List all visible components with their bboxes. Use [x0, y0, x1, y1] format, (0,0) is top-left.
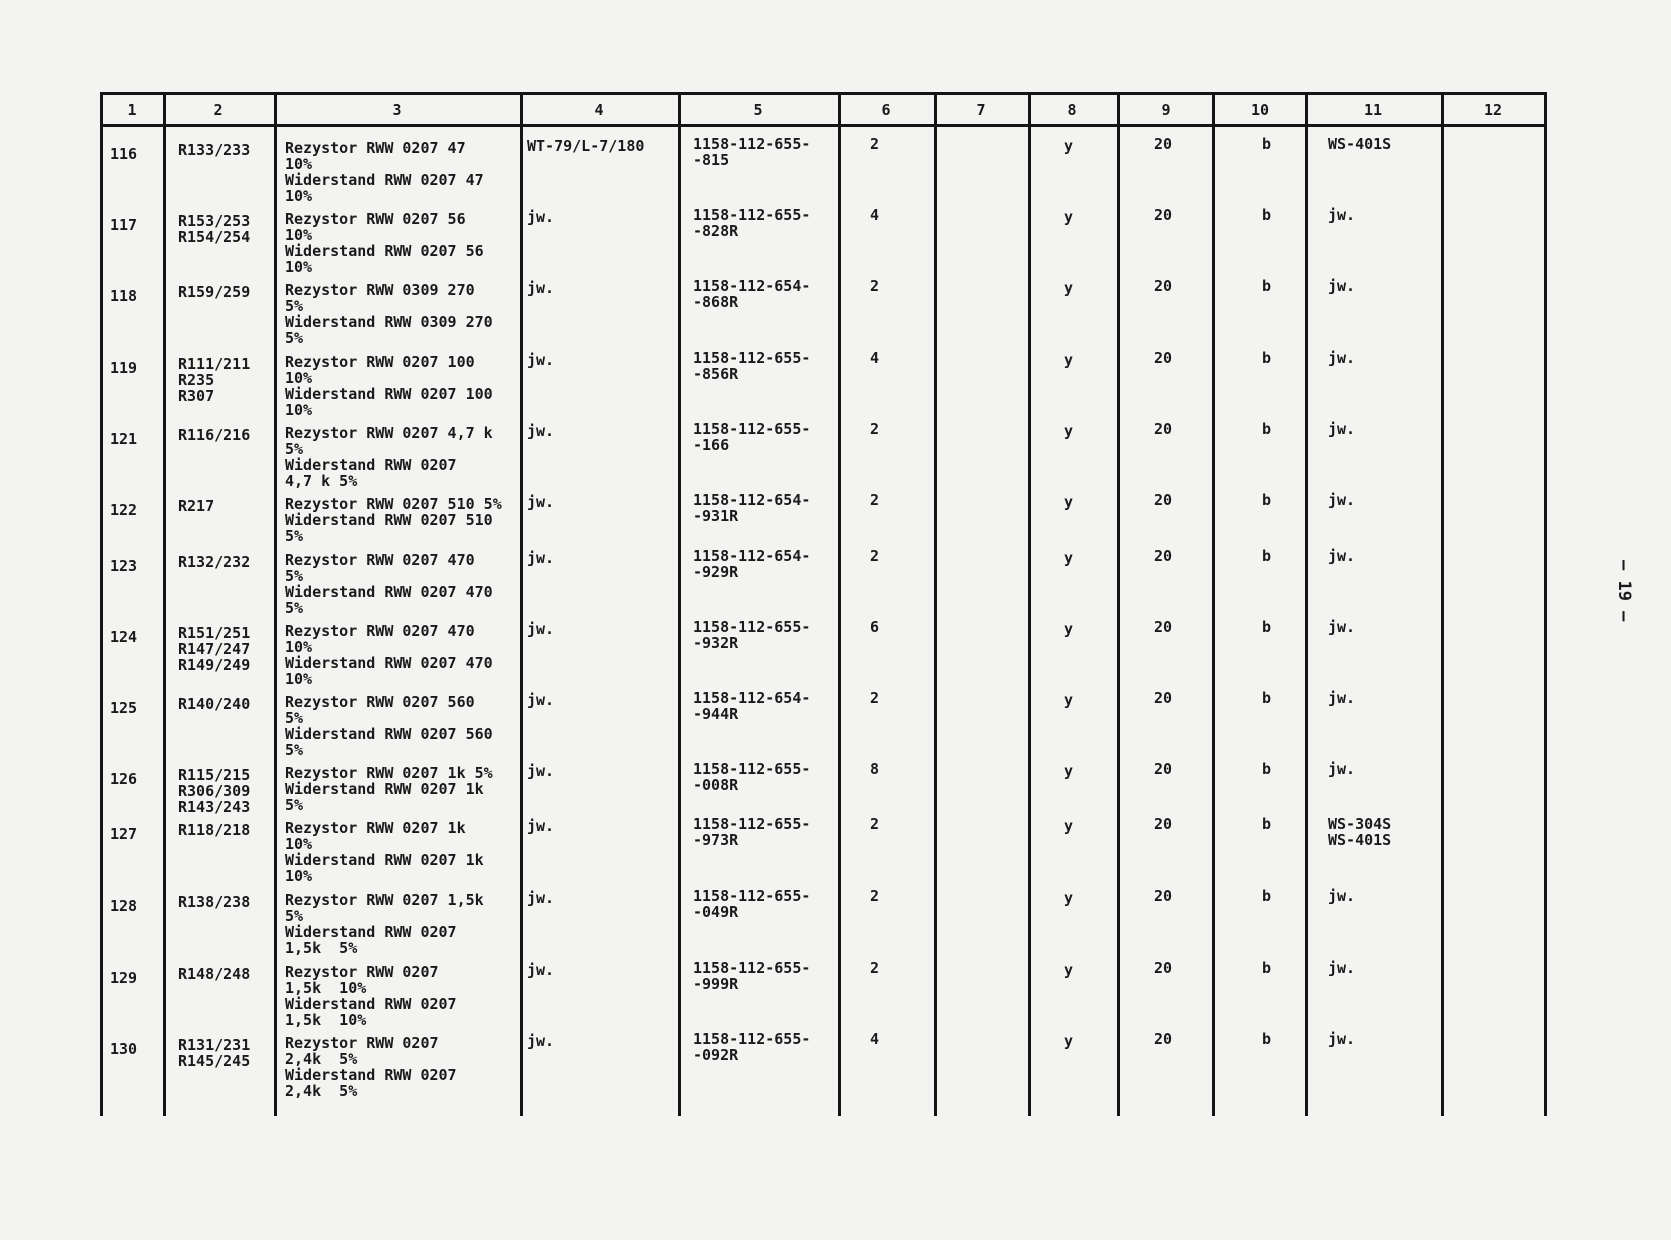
- part-description: Rezystor RWW 0207 1,5k 5% Widerstand RWW 0207 1,5k 5%: [285, 891, 484, 957]
- header-bottom-border: [100, 124, 1546, 127]
- column-divider: [1212, 92, 1215, 1116]
- norm-reference: jw.: [527, 762, 555, 780]
- column-9-value: 20: [1154, 760, 1173, 778]
- part-symbol: R116/216: [178, 426, 251, 444]
- column-10-value: b: [1262, 491, 1272, 509]
- column-10-value: b: [1262, 689, 1272, 707]
- column-8-value: y: [1064, 762, 1074, 780]
- part-symbol: R148/248: [178, 965, 251, 983]
- catalog-code: 1158-112-655- -815: [693, 135, 811, 169]
- catalog-code: 1158-112-655- -973R: [693, 815, 811, 849]
- row-number: 117: [110, 216, 138, 234]
- catalog-code: 1158-112-654- -929R: [693, 547, 811, 581]
- column-divider: [678, 92, 681, 1116]
- column-header-4: 4: [594, 101, 604, 119]
- row-number: 125: [110, 699, 138, 717]
- column-9-value: 20: [1154, 420, 1173, 438]
- quantity: 4: [870, 206, 880, 224]
- part-description: Rezystor RWW 0207 47 10% Widerstand RWW 0207 47 10%: [285, 139, 484, 205]
- column-10-value: b: [1262, 959, 1272, 977]
- norm-reference: jw.: [527, 961, 555, 979]
- column-8-value: y: [1064, 351, 1074, 369]
- column-9-value: 20: [1154, 491, 1173, 509]
- column-10-value: b: [1262, 349, 1272, 367]
- column-8-value: y: [1064, 422, 1074, 440]
- column-header-2: 2: [213, 101, 223, 119]
- column-8-value: y: [1064, 137, 1074, 155]
- column-9-value: 20: [1154, 1030, 1173, 1048]
- column-8-value: y: [1064, 1032, 1074, 1050]
- column-header-5: 5: [753, 101, 763, 119]
- column-header-11: 11: [1363, 101, 1383, 119]
- quantity: 4: [870, 1030, 880, 1048]
- part-symbol: R138/238: [178, 893, 251, 911]
- row-number: 129: [110, 969, 138, 987]
- column-11-value: jw.: [1328, 547, 1356, 565]
- column-header-6: 6: [881, 101, 891, 119]
- column-10-value: b: [1262, 760, 1272, 778]
- column-8-value: y: [1064, 549, 1074, 567]
- column-11-value: jw.: [1328, 887, 1356, 905]
- column-8-value: y: [1064, 961, 1074, 979]
- part-description: Rezystor RWW 0207 1,5k 10% Widerstand RWW 0207 1,5k 10%: [285, 963, 457, 1029]
- column-divider: [1117, 92, 1120, 1116]
- quantity: 2: [870, 491, 880, 509]
- column-8-value: y: [1064, 620, 1074, 638]
- row-number: 130: [110, 1040, 138, 1058]
- quantity: 2: [870, 959, 880, 977]
- part-symbol: R217: [178, 497, 215, 515]
- norm-reference: jw.: [527, 889, 555, 907]
- column-9-value: 20: [1154, 815, 1173, 833]
- quantity: 2: [870, 887, 880, 905]
- norm-reference: WT-79/L-7/180: [527, 137, 645, 155]
- column-11-value: jw.: [1328, 420, 1356, 438]
- part-description: Rezystor RWW 0309 270 5% Widerstand RWW 0309 270 5%: [285, 281, 493, 347]
- column-divider: [1305, 92, 1308, 1116]
- part-description: Rezystor RWW 0207 4,7 k 5% Widerstand RWW 0207 4,7 k 5%: [285, 424, 493, 490]
- column-11-value: jw.: [1328, 618, 1356, 636]
- column-8-value: y: [1064, 889, 1074, 907]
- column-divider: [1544, 92, 1547, 1116]
- part-symbol: R115/215 R306/309 R143/243: [178, 766, 251, 816]
- norm-reference: jw.: [527, 1032, 555, 1050]
- column-11-value: WS-304S WS-401S: [1328, 815, 1392, 849]
- part-description: Rezystor RWW 0207 100 10% Widerstand RWW 0207 100 10%: [285, 353, 493, 419]
- catalog-code: 1158-112-655- -166: [693, 420, 811, 454]
- quantity: 2: [870, 420, 880, 438]
- quantity: 8: [870, 760, 880, 778]
- part-description: Rezystor RWW 0207 470 5% Widerstand RWW 0207 470 5%: [285, 551, 493, 617]
- row-number: 118: [110, 287, 138, 305]
- column-divider: [838, 92, 841, 1116]
- catalog-code: 1158-112-655- -008R: [693, 760, 811, 794]
- column-11-value: jw.: [1328, 1030, 1356, 1048]
- catalog-code: 1158-112-655- -828R: [693, 206, 811, 240]
- column-9-value: 20: [1154, 135, 1173, 153]
- part-symbol: R111/211 R235 R307: [178, 355, 251, 405]
- column-10-value: b: [1262, 887, 1272, 905]
- norm-reference: jw.: [527, 351, 555, 369]
- column-9-value: 20: [1154, 618, 1173, 636]
- quantity: 2: [870, 135, 880, 153]
- column-8-value: y: [1064, 279, 1074, 297]
- column-9-value: 20: [1154, 689, 1173, 707]
- row-number: 119: [110, 359, 138, 377]
- column-9-value: 20: [1154, 887, 1173, 905]
- catalog-code: 1158-112-655- -932R: [693, 618, 811, 652]
- column-11-value: jw.: [1328, 689, 1356, 707]
- catalog-code: 1158-112-655- -049R: [693, 887, 811, 921]
- catalog-code: 1158-112-655- -999R: [693, 959, 811, 993]
- norm-reference: jw.: [527, 493, 555, 511]
- row-number: 126: [110, 770, 138, 788]
- row-number: 122: [110, 501, 138, 519]
- row-number: 121: [110, 430, 138, 448]
- part-symbol: R159/259: [178, 283, 251, 301]
- column-10-value: b: [1262, 1030, 1272, 1048]
- catalog-code: 1158-112-654- -868R: [693, 277, 811, 311]
- part-symbol: R133/233: [178, 141, 251, 159]
- column-10-value: b: [1262, 135, 1272, 153]
- norm-reference: jw.: [527, 208, 555, 226]
- column-9-value: 20: [1154, 959, 1173, 977]
- norm-reference: jw.: [527, 691, 555, 709]
- column-divider: [163, 92, 166, 1116]
- column-9-value: 20: [1154, 547, 1173, 565]
- column-10-value: b: [1262, 277, 1272, 295]
- column-8-value: y: [1064, 691, 1074, 709]
- column-8-value: y: [1064, 208, 1074, 226]
- column-divider: [100, 92, 103, 1116]
- norm-reference: jw.: [527, 279, 555, 297]
- column-header-12: 12: [1483, 101, 1503, 119]
- column-divider: [274, 92, 277, 1116]
- row-number: 124: [110, 628, 138, 646]
- table-top-border: [100, 92, 1546, 95]
- part-symbol: R118/218: [178, 821, 251, 839]
- column-8-value: y: [1064, 493, 1074, 511]
- column-10-value: b: [1262, 547, 1272, 565]
- column-10-value: b: [1262, 420, 1272, 438]
- column-divider: [520, 92, 523, 1116]
- column-11-value: jw.: [1328, 760, 1356, 778]
- column-11-value: jw.: [1328, 349, 1356, 367]
- catalog-code: 1158-112-655- -092R: [693, 1030, 811, 1064]
- page-number: — 19 —: [1614, 560, 1634, 622]
- column-9-value: 20: [1154, 349, 1173, 367]
- column-11-value: WS-401S: [1328, 135, 1392, 153]
- column-9-value: 20: [1154, 277, 1173, 295]
- column-10-value: b: [1262, 206, 1272, 224]
- quantity: 2: [870, 277, 880, 295]
- norm-reference: jw.: [527, 817, 555, 835]
- column-header-3: 3: [392, 101, 402, 119]
- column-divider: [934, 92, 937, 1116]
- column-10-value: b: [1262, 618, 1272, 636]
- quantity: 2: [870, 689, 880, 707]
- column-11-value: jw.: [1328, 206, 1356, 224]
- column-header-1: 1: [127, 101, 137, 119]
- row-number: 128: [110, 897, 138, 915]
- part-symbol: R132/232: [178, 553, 251, 571]
- norm-reference: jw.: [527, 422, 555, 440]
- column-header-8: 8: [1067, 101, 1077, 119]
- part-description: Rezystor RWW 0207 2,4k 5% Widerstand RWW 0207 2,4k 5%: [285, 1034, 457, 1100]
- part-symbol: R153/253 R154/254: [178, 212, 251, 246]
- column-divider: [1028, 92, 1031, 1116]
- quantity: 2: [870, 815, 880, 833]
- part-description: Rezystor RWW 0207 1k 10% Widerstand RWW 0207 1k 10%: [285, 819, 484, 885]
- part-description: Rezystor RWW 0207 560 5% Widerstand RWW 0207 560 5%: [285, 693, 493, 759]
- quantity: 2: [870, 547, 880, 565]
- row-number: 116: [110, 145, 138, 163]
- column-11-value: jw.: [1328, 491, 1356, 509]
- part-description: Rezystor RWW 0207 510 5% Widerstand RWW 0207 510 5%: [285, 495, 502, 545]
- part-description: Rezystor RWW 0207 1k 5% Widerstand RWW 0207 1k 5%: [285, 764, 493, 814]
- catalog-code: 1158-112-655- -856R: [693, 349, 811, 383]
- column-9-value: 20: [1154, 206, 1173, 224]
- part-symbol: R151/251 R147/247 R149/249: [178, 624, 251, 674]
- column-header-7: 7: [976, 101, 986, 119]
- row-number: 123: [110, 557, 138, 575]
- column-header-10: 10: [1250, 101, 1270, 119]
- part-description: Rezystor RWW 0207 470 10% Widerstand RWW 0207 470 10%: [285, 622, 493, 688]
- norm-reference: jw.: [527, 549, 555, 567]
- column-10-value: b: [1262, 815, 1272, 833]
- part-symbol: R131/231 R145/245: [178, 1036, 251, 1070]
- catalog-code: 1158-112-654- -931R: [693, 491, 811, 525]
- part-symbol: R140/240: [178, 695, 251, 713]
- column-header-9: 9: [1161, 101, 1171, 119]
- column-11-value: jw.: [1328, 277, 1356, 295]
- norm-reference: jw.: [527, 620, 555, 638]
- column-8-value: y: [1064, 817, 1074, 835]
- part-description: Rezystor RWW 0207 56 10% Widerstand RWW 0207 56 10%: [285, 210, 484, 276]
- quantity: 6: [870, 618, 880, 636]
- row-number: 127: [110, 825, 138, 843]
- column-11-value: jw.: [1328, 959, 1356, 977]
- catalog-code: 1158-112-654- -944R: [693, 689, 811, 723]
- column-divider: [1441, 92, 1444, 1116]
- quantity: 4: [870, 349, 880, 367]
